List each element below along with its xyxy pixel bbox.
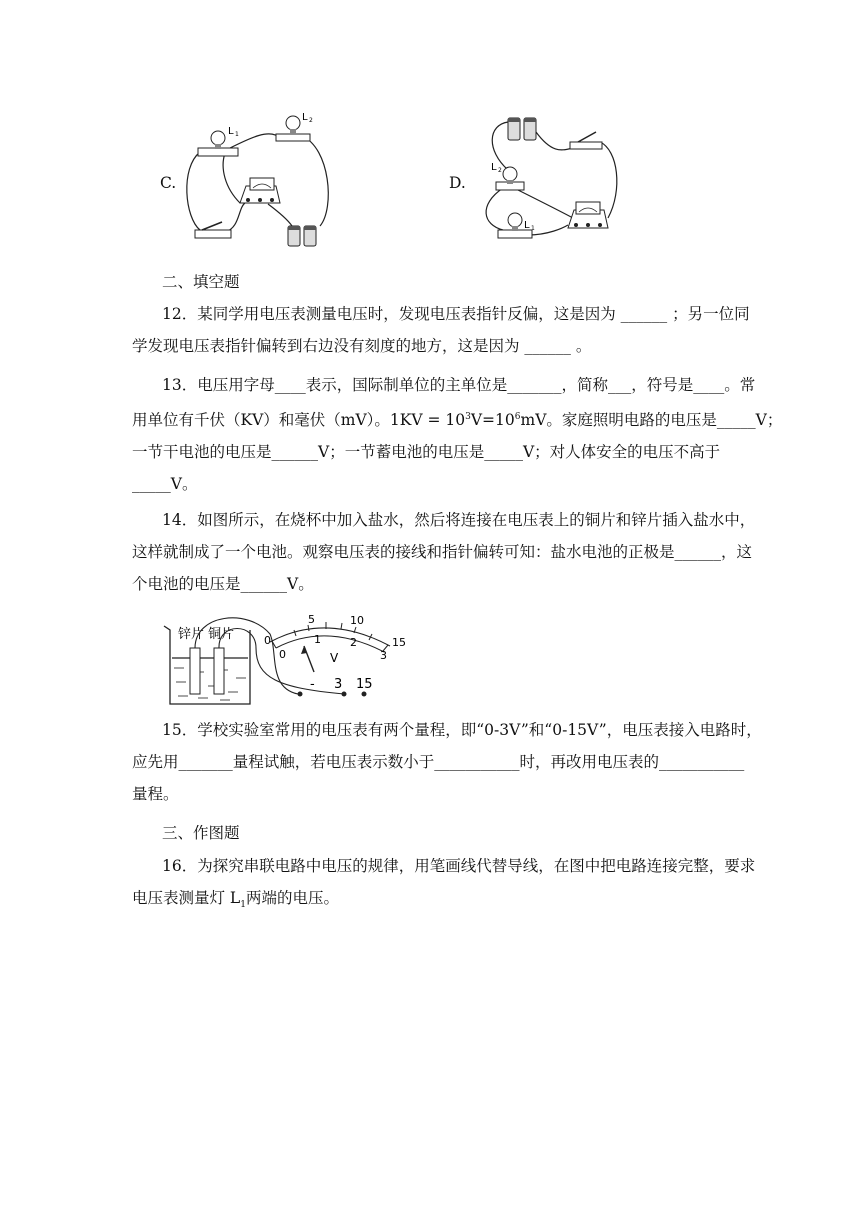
question-13 [132,369,783,500]
voltmeter-icon [240,178,280,203]
voltmeter-scale [270,628,390,652]
label-l1-sub: 1 [235,131,239,138]
svg-text:5: 5 [308,613,315,626]
svg-text:3: 3 [380,649,387,662]
q13-line-2: 用单位有千伏（KV）和毫伏（mV）。$1KV = 10^3V=10^6mV$。家庭照明电路的电压是_____V； [132,411,783,430]
option-d-label: D. [449,174,466,192]
copper-plate [214,648,224,694]
label-l2-sub: 2 [498,167,502,174]
svg-text:15: 15 [392,636,406,649]
q12-line-2: 学发现电压表指针偏转到右边没有刻度的地方，这是因为 ______ 。 [132,337,592,355]
label-l1-sub: 1 [531,225,535,232]
voltmeter-icon [568,202,608,228]
q16-line-1: 16．为探究串联电路中电压的规律，用笔画线代替导线，在图中把电路连接完整，要求 [162,857,756,875]
battery-icon [288,226,316,246]
section-heading-fill-blank: 二、填空题 [162,273,240,291]
question-16 [132,850,756,921]
q15-line-2: 应先用_______量程试触，若电压表示数小于___________时，再改用电压表的___________ [132,753,745,771]
option-c-label: C. [160,174,177,192]
q13-line-3: 一节干电池的电压是______V；一节蓄电池的电压是_____V；对人体安全的电压不高于 [132,443,721,462]
q15-line-3: 量程。 [132,785,179,803]
zinc-plate [190,648,200,694]
q13-line-4: _____V。 [132,475,198,494]
q13-line-1: 13．电压用字母____表示，国际制单位的主单位是_______，简称___，符号是____。常 [162,376,756,394]
terminal-3 [342,692,347,697]
label-l2: L [302,112,308,123]
svg-text:10: 10 [350,614,364,627]
terminal-15 [362,692,367,697]
svg-text:1: 1 [314,633,321,646]
q15-line-1: 15．学校实验室常用的电压表有两个量程，即“0-3V”和“0-15V”，电压表接入电路时， [162,721,762,739]
section-heading-drawing: 三、作图题 [162,824,240,842]
question-14 [132,504,756,600]
label-l1: L [524,220,530,231]
svg-text:3: 3 [334,677,343,692]
circuit-figure-d [478,110,628,250]
svg-text:-: - [310,677,315,692]
salt-water-battery-figure [158,608,418,710]
q16-line-2: 电压表测量灯 $L_1$两端的电压。 [132,889,339,911]
question-12 [132,298,750,362]
plate-labels: 锌片 铜片 [178,627,235,642]
q12-line-1: 12．某同学用电压表测量电压时，发现电压表指针反偏，这是因为 ______ ；另一位同 [162,305,750,323]
circuit-figure-c [180,108,340,250]
svg-text:0: 0 [264,634,271,647]
meter-unit: V [330,651,339,665]
switch-icon [195,222,231,238]
label-l2: L [491,162,497,173]
switch-icon [570,132,602,149]
battery-icon [508,118,536,140]
q14-line-3: 个电池的电压是______V。 [132,575,314,593]
svg-text:2: 2 [350,636,357,649]
q14-line-2: 这样就制成了一个电池。观察电压表的接线和指针偏转可知：盐水电池的正极是______，这 [132,543,753,561]
svg-text:15: 15 [356,677,373,692]
question-15 [132,714,762,810]
q14-line-1: 14．如图所示，在烧杯中加入盐水，然后将连接在电压表上的铜片和锌片插入盐水中， [162,511,756,529]
terminal-minus [298,692,303,697]
label-l1: L [228,126,234,137]
label-l2-sub: 2 [309,117,313,124]
svg-text:0: 0 [279,648,286,661]
